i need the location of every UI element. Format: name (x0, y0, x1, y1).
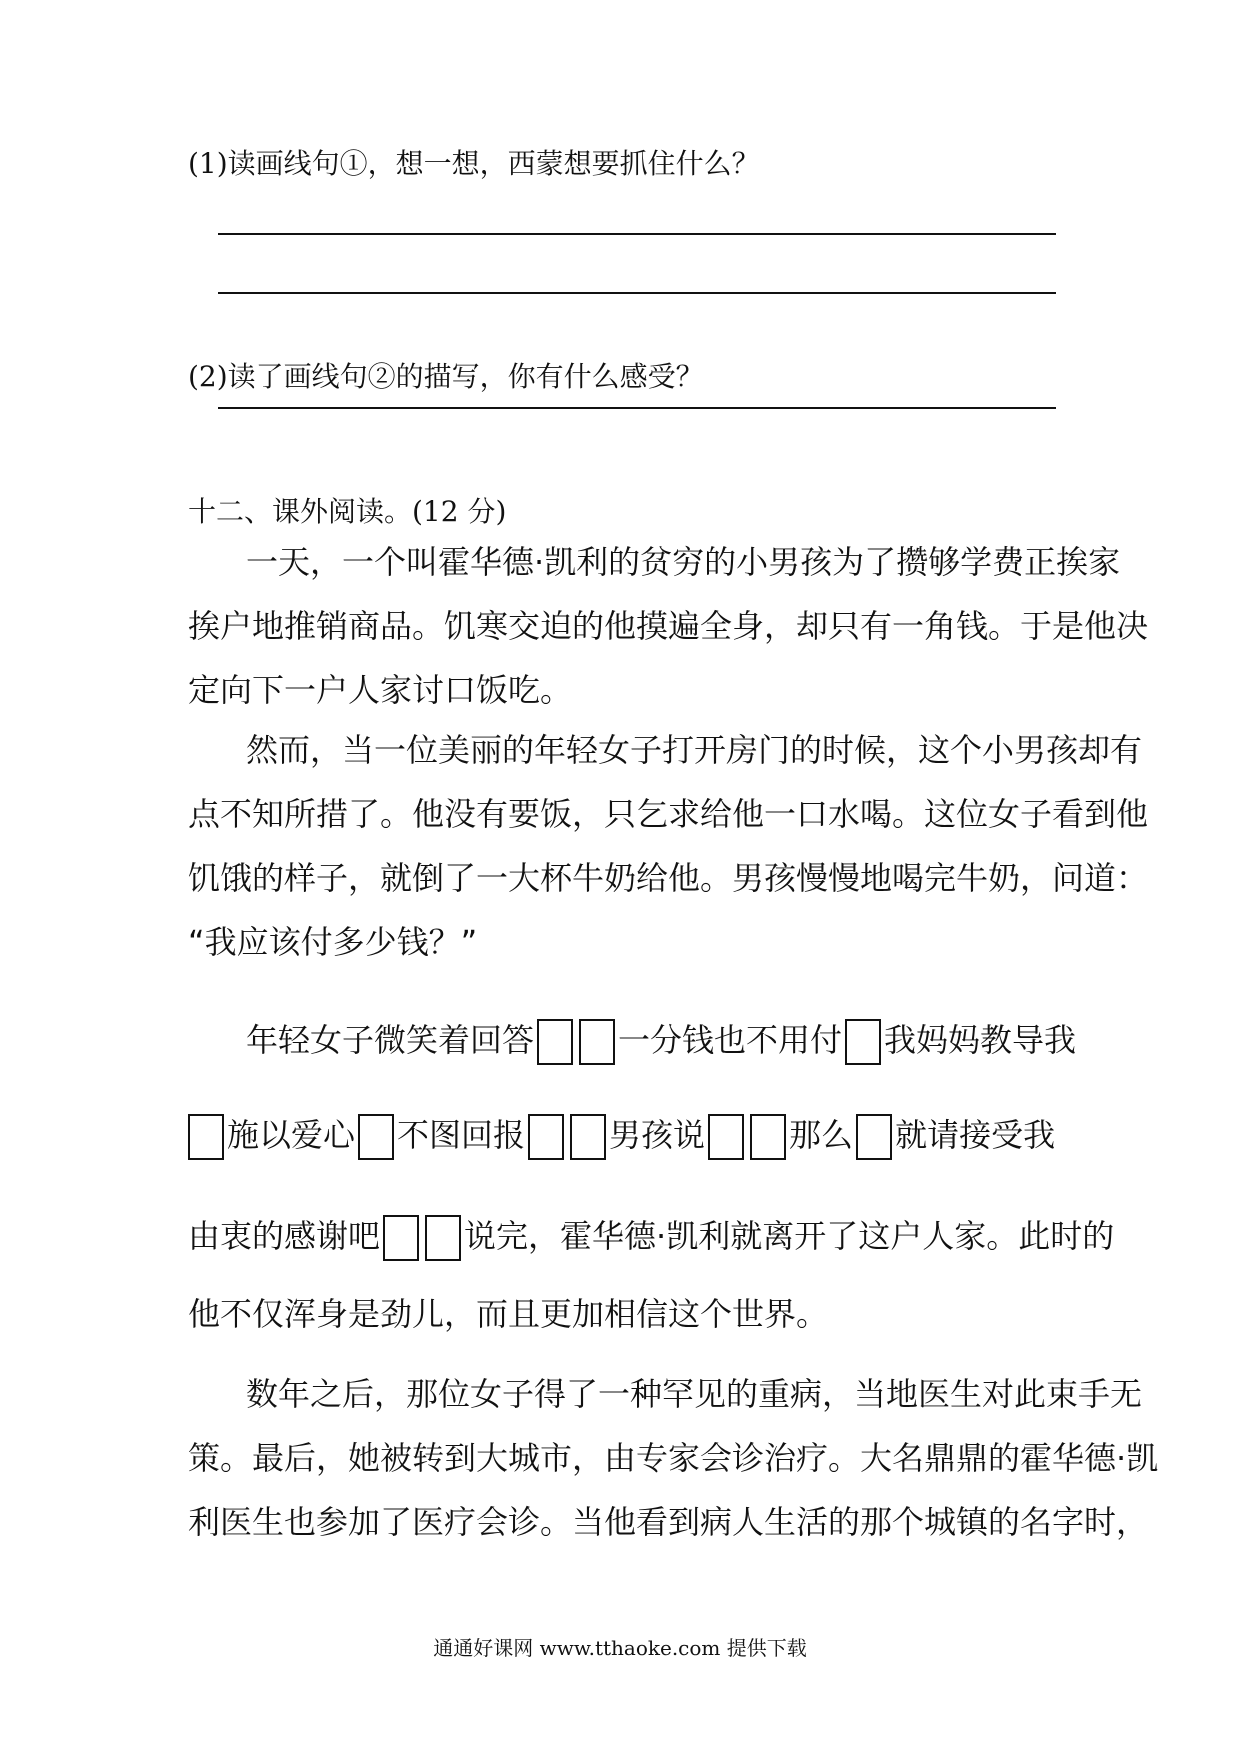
paragraph-3-line-1 (188, 1012, 1076, 1068)
text-segment: 由衷的感谢吧 (188, 1217, 381, 1255)
text-segment: 就请接受我 (895, 1116, 1056, 1154)
paragraph-3-line-4 (188, 1286, 828, 1342)
paragraph-4 (188, 1362, 1159, 1554)
paragraph-line: 利医生也参加了医疗会诊。当他看到病人生活的那个城镇的名字时， (188, 1503, 1149, 1541)
text-segment: 施以爱心 (227, 1116, 356, 1154)
paragraph-line: 然而，当一位美丽的年轻女子打开房门的时候，这个小男孩却有 (246, 731, 1143, 769)
text-segment: 男孩说 (609, 1116, 706, 1154)
punctuation-box[interactable] (856, 1114, 892, 1160)
text-segment: 那么 (789, 1116, 854, 1154)
text-segment: 我妈妈教导我 (884, 1021, 1077, 1059)
paragraph-1 (188, 530, 1149, 722)
punctuation-box[interactable] (358, 1114, 394, 1160)
paragraph-line: 策。最后，她被转到大城市，由专家会诊治疗。大名鼎鼎的霍华德·凯 (188, 1439, 1159, 1477)
paragraph-line: 数年之后，那位女子得了一种罕见的重病，当地医生对此束手无 (246, 1375, 1143, 1413)
punctuation-box[interactable] (750, 1114, 786, 1160)
paragraph-line: 饥饿的样子，就倒了一大杯牛奶给他。男孩慢慢地喝完牛奶，问道： (188, 859, 1149, 897)
punctuation-box[interactable] (708, 1114, 744, 1160)
answer-line-3[interactable] (218, 407, 1056, 409)
text-segment: 一分钱也不用付 (618, 1021, 843, 1059)
paragraph-line: 点不知所措了。他没有要饭，只乞求给他一口水喝。这位女子看到他 (188, 795, 1149, 833)
punctuation-box[interactable] (845, 1019, 881, 1065)
punctuation-box[interactable] (537, 1019, 573, 1065)
punctuation-box[interactable] (188, 1114, 224, 1160)
punctuation-box[interactable] (425, 1215, 461, 1261)
paragraph-line: “我应该付多少钱？” (188, 923, 478, 961)
paragraph-2 (188, 718, 1149, 974)
text-segment: 年轻女子微笑着回答 (246, 1021, 535, 1059)
punctuation-box[interactable] (570, 1114, 606, 1160)
text-segment: 说完，霍华德·凯利就离开了这户人家。此时的 (464, 1217, 1115, 1255)
paragraph-line: 一天，一个叫霍华德·凯利的贫穷的小男孩为了攒够学费正挨家 (246, 543, 1121, 581)
punctuation-box[interactable] (528, 1114, 564, 1160)
paragraph-3-line-3 (188, 1208, 1114, 1264)
paragraph-line: 挨户地推销商品。饥寒交迫的他摸遍全身，却只有一角钱。于是他决 (188, 607, 1149, 645)
answer-line-1[interactable] (218, 233, 1056, 235)
text-segment: 他不仅浑身是劲儿，而且更加相信这个世界。 (188, 1295, 829, 1333)
text-segment: 不图回报 (397, 1116, 526, 1154)
punctuation-box[interactable] (579, 1019, 615, 1065)
paragraph-line: 定向下一户人家讨口饭吃。 (188, 671, 573, 709)
question-1: (1)读画线句①，想一想，西蒙想要抓住什么？ (188, 147, 760, 180)
footer-credit: 通通好课网 www.tthaoke.com 提供下载 (433, 1636, 807, 1660)
paragraph-3-line-2 (188, 1107, 1055, 1163)
question-2: (2)读了画线句②的描写，你有什么感受？ (188, 360, 704, 393)
punctuation-box[interactable] (383, 1215, 419, 1261)
section-title: 十二、课外阅读。(12 分) (188, 495, 507, 528)
answer-line-2[interactable] (218, 292, 1056, 294)
